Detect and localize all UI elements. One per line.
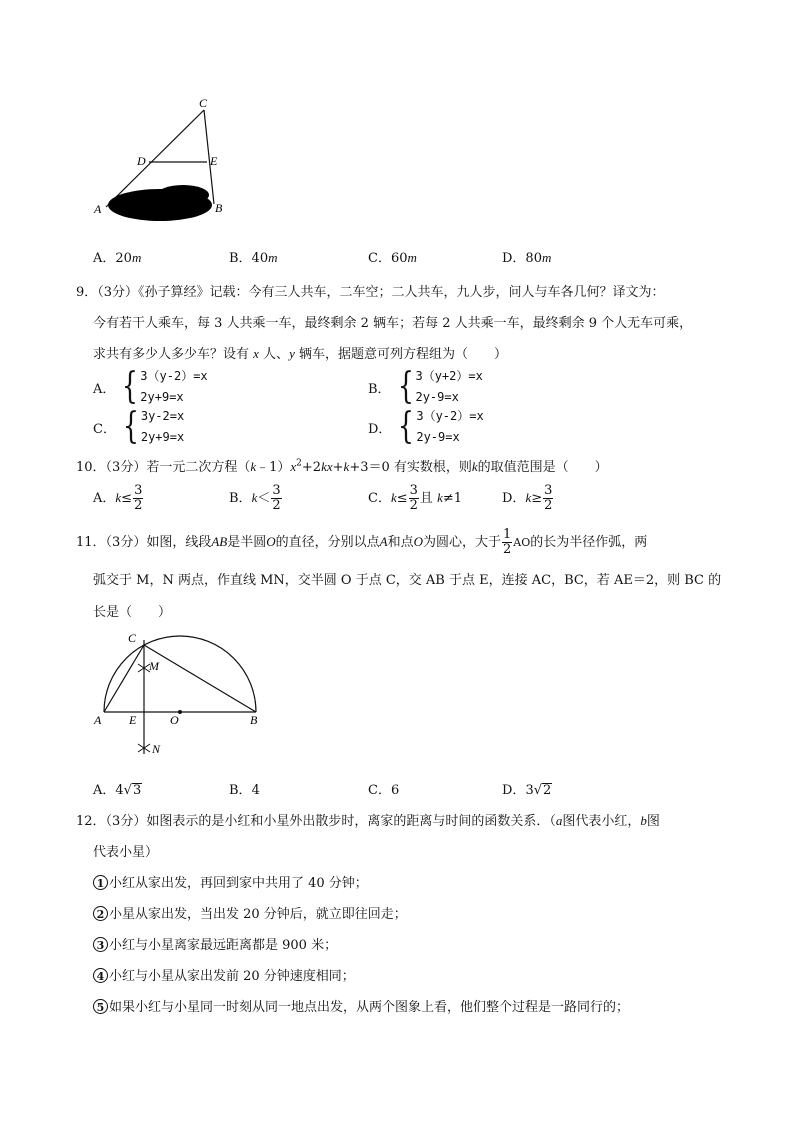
q12-item-1: 1 小红从家出发，再回到家中共用了 40 分钟； xyxy=(93,872,368,891)
q11-option-a: A．4√ 3 xyxy=(93,783,142,798)
q8-option-a: A．20m xyxy=(93,250,142,266)
q11-option-b: B．4 xyxy=(229,783,260,798)
q11-option-d: D．3√ 2 xyxy=(502,783,552,798)
q11-stem-line3: 长是（ ） xyxy=(93,605,172,620)
q9-stem-line3: 求共有多少人多少车？设有 x 人、y 辆车，据题意可列方程组为（ ） xyxy=(93,346,507,362)
q10-option-c: C．k≤ $\frac{3}{2}$ 且 k≠1 xyxy=(368,483,463,513)
label-C: C xyxy=(199,96,208,110)
label-C: C xyxy=(128,631,137,645)
triangle-figure-q8 xyxy=(88,92,238,222)
label-N: N xyxy=(152,742,161,756)
q12-item-5: 5 如果小红与小星同一时刻从同一地点出发，从两个图象上看，他们整个过程是一路同行的； xyxy=(93,996,629,1015)
q9-option-b: B． { 3（y+2）=x 2y-9=x xyxy=(368,366,483,407)
label-D: D xyxy=(137,154,146,168)
q10-stem: 10．（3分）若一元二次方程$(k﹣1)x^2+2kx+k+3=0$ 有实数根，则k的取值范围是（ ） xyxy=(76,458,608,475)
q9-stem-line1: 9．（3分）《孙子算经》记载：今有三人共车，二车空；二人共车，九人步，问人与车各几何？译文为： xyxy=(76,285,665,300)
q12-item-3: 3 小红与小星离家最远距离都是 900 米； xyxy=(93,934,337,953)
q12-stem-line1: 12．（3分）如图表示的是小红和小星外出散步时，离家的距离与时间的函数关系．（a图代表小红，b图 xyxy=(76,813,660,829)
q11-stem-line2: 弧交于 M，N 两点，作直线 MN，交半圆 O 于点 C，交 AB 于点 E，连接 AC，BC，若 AE＝2，则 BC 的 xyxy=(93,573,722,588)
q11-stem-line1: 11．（3分）如图，线段AB是半圆O的直径，分别以点A和点O为圆心，大于 $\frac{1}{2}$ AO的长为半径作弧，两 xyxy=(76,527,648,557)
q9-option-c: C． { 3y-2=x 2y+9=x xyxy=(93,406,185,447)
label-B: B xyxy=(215,201,223,215)
semicircle-figure-q11 xyxy=(88,626,273,766)
label-B: B xyxy=(250,713,258,727)
q9-stem-line2: 今有若干人乘车，每 3 人共乘一车，最终剩余 2 辆车；若每 2 人共乘一车，最终剩余 9 个人无车可乘， xyxy=(93,316,693,331)
q12-item-2: 2 小星从家出发，当出发 20 分钟后，就立即往回走； xyxy=(93,903,407,922)
q10-option-a: A．k≤ $\frac{3}{2}$ xyxy=(93,483,143,513)
q11-option-c: C．6 xyxy=(368,783,400,798)
q8-option-b: B．40m xyxy=(229,250,278,266)
q9-option-a: A． { 3（y-2）=x 2y+9=x xyxy=(93,366,208,407)
q9-option-d: D． { 3（y-2）=x 2y-9=x xyxy=(368,406,484,447)
q12-item-4: 4 小红与小星从家出发前 20 分钟速度相同； xyxy=(93,965,355,984)
label-E: E xyxy=(129,713,137,727)
q8-option-c: C．60m xyxy=(368,250,417,266)
label-E: E xyxy=(210,154,218,168)
label-A: A xyxy=(94,202,102,216)
q8-option-d: D．80m xyxy=(502,250,552,266)
q10-option-b: B．k＜ $\frac{3}{2}$ xyxy=(229,483,281,513)
label-A: A xyxy=(94,713,102,727)
q10-option-d: D．k≥ $\frac{3}{2}$ xyxy=(502,483,553,513)
label-M: M xyxy=(149,659,159,673)
label-O: O xyxy=(170,713,179,727)
q12-stem-line2: 代表小星） xyxy=(93,845,159,860)
